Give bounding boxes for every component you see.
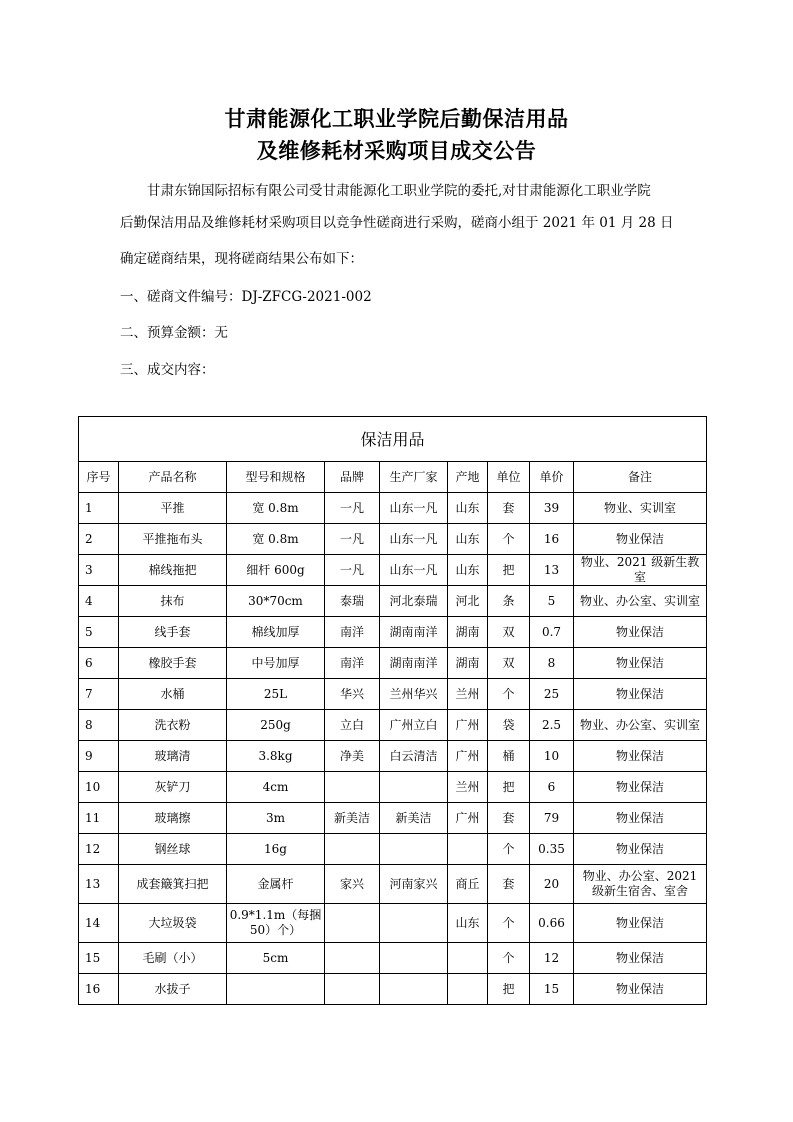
cell-col-price: 6 (530, 772, 574, 803)
cell-col-price: 0.7 (530, 617, 574, 648)
cell-col-manufacturer: 河南家兴 (380, 865, 448, 904)
cell-col-remarks: 物业保洁 (574, 524, 707, 555)
cell-col-spec: 棉线加厚 (227, 617, 325, 648)
cell-col-price: 5 (530, 586, 574, 617)
cell-col-product-name: 水拔子 (119, 974, 227, 1005)
cell-col-spec: 25L (227, 679, 325, 710)
table-row (79, 586, 707, 617)
cell-col-price: 13 (530, 555, 574, 586)
cell-col-remarks: 物业保洁 (574, 974, 707, 1005)
table-caption: 保洁用品 (79, 417, 707, 462)
cell-col-price: 20 (530, 865, 574, 904)
table-row (79, 524, 707, 555)
cell-col-origin (448, 943, 488, 974)
cell-col-serial: 11 (79, 803, 119, 834)
cell-col-spec: 3.8kg (227, 741, 325, 772)
cell-col-manufacturer (380, 772, 448, 803)
cell-col-product-name: 水桶 (119, 679, 227, 710)
intro-paragraph-line3: 确定磋商结果，现将磋商结果公布如下： (120, 251, 363, 267)
cell-col-origin: 兰州 (448, 772, 488, 803)
cell-col-remarks: 物业保洁 (574, 617, 707, 648)
cell-col-brand (325, 974, 380, 1005)
cell-col-unit: 桶 (488, 741, 530, 772)
cleaning-supplies-table (78, 416, 707, 1005)
cell-col-origin: 广州 (448, 710, 488, 741)
cell-col-manufacturer: 山东一凡 (380, 555, 448, 586)
cell-col-brand: 南洋 (325, 617, 380, 648)
intro-paragraph-line2: 后勤保洁用品及维修耗材采购项目以竞争性磋商进行采购，磋商小组于 2021 年 01 月 28 日 (120, 215, 674, 231)
cell-col-product-name: 棉线拖把 (119, 555, 227, 586)
cell-col-manufacturer: 山东一凡 (380, 493, 448, 524)
cell-col-serial: 10 (79, 772, 119, 803)
cell-col-spec: 250g (227, 710, 325, 741)
table-row (79, 904, 707, 943)
cell-col-remarks: 物业保洁 (574, 741, 707, 772)
cell-col-spec: 3m (227, 803, 325, 834)
cell-col-brand: 立白 (325, 710, 380, 741)
cell-col-manufacturer (380, 834, 448, 865)
cell-col-product-name: 抹布 (119, 586, 227, 617)
cell-col-price: 0.66 (530, 904, 574, 943)
cell-col-origin (448, 974, 488, 1005)
header-col-unit: 单位 (488, 462, 530, 493)
cell-col-serial: 4 (79, 586, 119, 617)
cell-col-unit: 把 (488, 555, 530, 586)
table-row (79, 803, 707, 834)
cell-col-price: 16 (530, 524, 574, 555)
header-col-serial: 序号 (79, 462, 119, 493)
cell-col-manufacturer (380, 974, 448, 1005)
cell-col-brand: 南洋 (325, 648, 380, 679)
cell-col-product-name: 毛刷（小） (119, 943, 227, 974)
cell-col-spec: 4cm (227, 772, 325, 803)
table-header-row (79, 462, 707, 493)
header-col-origin: 产地 (448, 462, 488, 493)
cell-col-manufacturer: 广州立白 (380, 710, 448, 741)
cell-col-origin: 河北 (448, 586, 488, 617)
table-row (79, 648, 707, 679)
cell-col-unit: 把 (488, 974, 530, 1005)
cell-col-remarks: 物业保洁 (574, 648, 707, 679)
cell-col-origin: 兰州 (448, 679, 488, 710)
cell-col-price: 39 (530, 493, 574, 524)
table-row (79, 617, 707, 648)
cell-col-unit: 个 (488, 679, 530, 710)
cell-col-remarks: 物业保洁 (574, 803, 707, 834)
cell-col-brand: 家兴 (325, 865, 380, 904)
cell-col-manufacturer: 兰州华兴 (380, 679, 448, 710)
header-col-price: 单价 (530, 462, 574, 493)
budget-amount: 二、预算金额：无 (120, 325, 228, 341)
cell-col-product-name: 洗衣粉 (119, 710, 227, 741)
cell-col-price: 2.5 (530, 710, 574, 741)
cell-col-product-name: 钢丝球 (119, 834, 227, 865)
table-row (79, 555, 707, 586)
cell-col-product-name: 玻璃清 (119, 741, 227, 772)
cell-col-price: 0.35 (530, 834, 574, 865)
table-row (79, 493, 707, 524)
cell-col-spec: 中号加厚 (227, 648, 325, 679)
document-title-line1: 甘肃能源化工职业学院后勤保洁用品 (224, 107, 569, 131)
cell-col-serial: 9 (79, 741, 119, 772)
cell-col-serial: 1 (79, 493, 119, 524)
cell-col-brand: 新美洁 (325, 803, 380, 834)
cell-col-manufacturer: 白云清洁 (380, 741, 448, 772)
consultation-file-number: 一、磋商文件编号：DJ-ZFCG-2021-002 (120, 289, 372, 305)
cell-col-price: 79 (530, 803, 574, 834)
cell-col-unit: 个 (488, 943, 530, 974)
cell-col-product-name: 成套簸箕扫把 (119, 865, 227, 904)
table-row (79, 741, 707, 772)
cell-col-unit: 条 (488, 586, 530, 617)
cell-col-unit: 袋 (488, 710, 530, 741)
cell-col-serial: 7 (79, 679, 119, 710)
cell-col-spec: 细杆 600g (227, 555, 325, 586)
cell-col-remarks: 物业保洁 (574, 943, 707, 974)
cell-col-brand: 华兴 (325, 679, 380, 710)
cell-col-remarks: 物业、2021 级新生教室 (574, 555, 707, 586)
table-row (79, 943, 707, 974)
cell-col-product-name: 大垃圾袋 (119, 904, 227, 943)
cell-col-unit: 个 (488, 834, 530, 865)
cell-col-remarks: 物业保洁 (574, 679, 707, 710)
cell-col-spec: 金属杆 (227, 865, 325, 904)
cell-col-remarks: 物业保洁 (574, 834, 707, 865)
cell-col-origin: 广州 (448, 741, 488, 772)
cell-col-manufacturer (380, 904, 448, 943)
cell-col-origin: 山东 (448, 555, 488, 586)
cell-col-origin: 山东 (448, 493, 488, 524)
cell-col-product-name: 橡胶手套 (119, 648, 227, 679)
cell-col-brand: 一凡 (325, 493, 380, 524)
cell-col-manufacturer: 新美洁 (380, 803, 448, 834)
cell-col-serial: 3 (79, 555, 119, 586)
transaction-content-heading: 三、成交内容： (120, 362, 215, 378)
cell-col-manufacturer: 湖南南洋 (380, 648, 448, 679)
cell-col-price: 12 (530, 943, 574, 974)
cell-col-brand (325, 904, 380, 943)
cell-col-spec: 宽 0.8m (227, 524, 325, 555)
cell-col-serial: 13 (79, 865, 119, 904)
table-row (79, 834, 707, 865)
cell-col-spec (227, 974, 325, 1005)
cell-col-brand: 一凡 (325, 555, 380, 586)
intro-paragraph-line1: 甘肃东锦国际招标有限公司受甘肃能源化工职业学院的委托,对甘肃能源化工职业学院 (147, 183, 651, 199)
cell-col-unit: 个 (488, 904, 530, 943)
cell-col-product-name: 玻璃擦 (119, 803, 227, 834)
cell-col-spec: 宽 0.8m (227, 493, 325, 524)
table-row (79, 974, 707, 1005)
cell-col-unit: 双 (488, 617, 530, 648)
cell-col-remarks: 物业、办公室、实训室 (574, 586, 707, 617)
cell-col-spec: 0.9*1.1m（每捆 50）个） (227, 904, 325, 943)
cell-col-origin: 湖南 (448, 648, 488, 679)
cell-col-spec: 30*70cm (227, 586, 325, 617)
cell-col-manufacturer: 山东一凡 (380, 524, 448, 555)
cell-col-product-name: 灰铲刀 (119, 772, 227, 803)
cell-col-serial: 14 (79, 904, 119, 943)
cell-col-remarks: 物业、实训室 (574, 493, 707, 524)
cell-col-brand: 一凡 (325, 524, 380, 555)
cell-col-unit: 把 (488, 772, 530, 803)
cell-col-brand (325, 834, 380, 865)
cell-col-serial: 15 (79, 943, 119, 974)
cell-col-serial: 8 (79, 710, 119, 741)
cell-col-spec: 5cm (227, 943, 325, 974)
cell-col-price: 15 (530, 974, 574, 1005)
header-col-spec: 型号和规格 (227, 462, 325, 493)
cell-col-manufacturer (380, 943, 448, 974)
cell-col-remarks: 物业、办公室、2021 级新生宿舍、室舍 (574, 865, 707, 904)
cell-col-origin: 商丘 (448, 865, 488, 904)
cell-col-serial: 6 (79, 648, 119, 679)
header-col-remarks: 备注 (574, 462, 707, 493)
cell-col-serial: 2 (79, 524, 119, 555)
cell-col-manufacturer: 湖南南洋 (380, 617, 448, 648)
header-col-product-name: 产品名称 (119, 462, 227, 493)
cell-col-unit: 套 (488, 865, 530, 904)
cell-col-product-name: 平推拖布头 (119, 524, 227, 555)
cell-col-origin: 山东 (448, 904, 488, 943)
cell-col-product-name: 平推 (119, 493, 227, 524)
table-body (79, 493, 707, 1005)
cell-col-serial: 5 (79, 617, 119, 648)
cell-col-brand (325, 772, 380, 803)
cell-col-serial: 12 (79, 834, 119, 865)
cell-col-remarks: 物业、办公室、实训室 (574, 710, 707, 741)
cell-col-unit: 个 (488, 524, 530, 555)
cell-col-unit: 套 (488, 803, 530, 834)
cell-col-serial: 16 (79, 974, 119, 1005)
cell-col-brand: 泰瑞 (325, 586, 380, 617)
table-row (79, 865, 707, 904)
cell-col-origin: 湖南 (448, 617, 488, 648)
header-col-brand: 品牌 (325, 462, 380, 493)
cell-col-brand: 净美 (325, 741, 380, 772)
cell-col-origin: 山东 (448, 524, 488, 555)
cell-col-manufacturer: 河北泰瑞 (380, 586, 448, 617)
cell-col-remarks: 物业保洁 (574, 772, 707, 803)
cell-col-remarks: 物业保洁 (574, 904, 707, 943)
cell-col-product-name: 线手套 (119, 617, 227, 648)
cell-col-origin (448, 834, 488, 865)
cell-col-unit: 双 (488, 648, 530, 679)
table-row (79, 679, 707, 710)
table-row (79, 772, 707, 803)
document-title-line2: 及维修耗材采购项目成交公告 (256, 139, 537, 163)
header-col-manufacturer: 生产厂家 (380, 462, 448, 493)
cell-col-price: 8 (530, 648, 574, 679)
cell-col-price: 25 (530, 679, 574, 710)
cell-col-origin: 广州 (448, 803, 488, 834)
cell-col-price: 10 (530, 741, 574, 772)
table-row (79, 710, 707, 741)
cell-col-brand (325, 943, 380, 974)
cell-col-spec: 16g (227, 834, 325, 865)
cell-col-unit: 套 (488, 493, 530, 524)
